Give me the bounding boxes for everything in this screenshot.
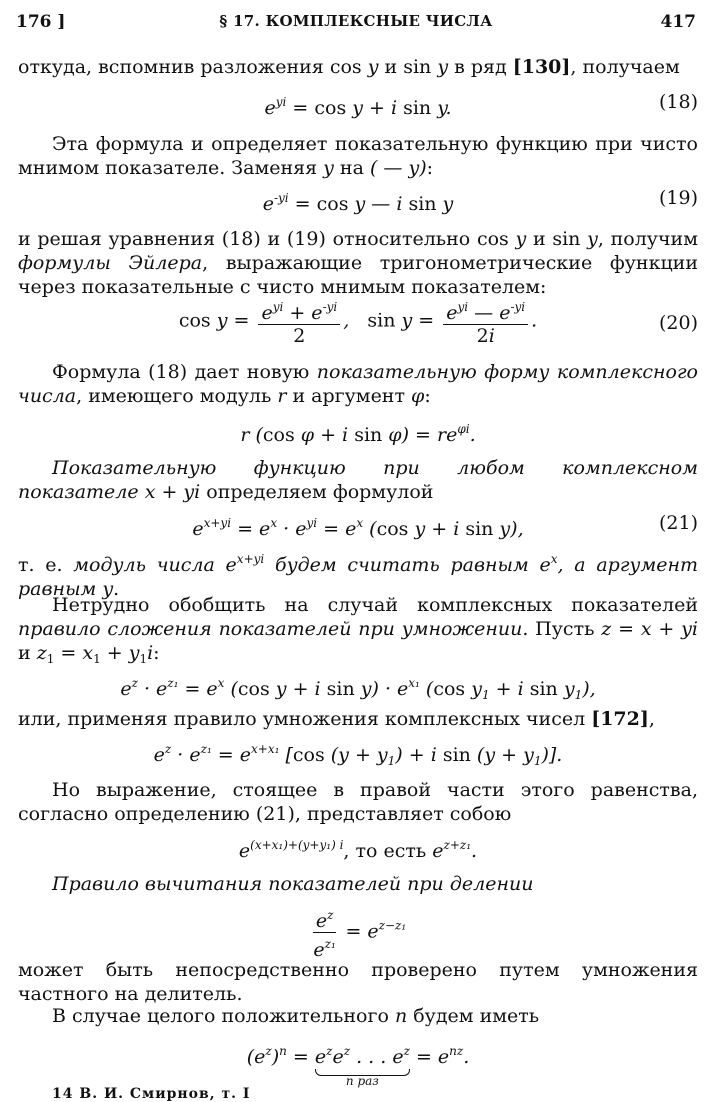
paragraph-5: Показательную функцию при любом комплексном показателе x + yi определяем формулой — [18, 457, 698, 503]
page-footer: 14 В. И. Смирнов, т. I — [52, 1086, 251, 1102]
paragraph-9: Но выражение, стоящее в правой части этого равенства, согласно определению (21), представляет собою — [18, 779, 698, 825]
equation-18: $e^{yi} = \cos y + i$ sin y. (18) — [264, 91, 698, 119]
paragraph-6: т. е. модуль числа $e^{x+yi}$ будем считать равным $e^x$, а аргумент равным y. — [18, 552, 698, 600]
header-page-number: 417 — [660, 12, 696, 32]
paragraph-10: Правило вычитания показателей при делении — [52, 873, 534, 895]
paragraph-11: может быть непосредственно проверено путем умножения частного на делитель. — [18, 959, 698, 1005]
page-header — [16, 12, 696, 38]
equation-21: $e^{x+yi} = e^x \cdot e^{yi} = e^x$ (cos y + i sin y), (21) — [192, 512, 698, 540]
equation-product: $e^z \cdot e^{z_1} = e^x$ (cos y + i $\sin y) \cdot e^{x_1}$ (cos $y_1 + i$ $\sin y_1$), — [120, 676, 596, 702]
header-section-number: 176 ] — [16, 12, 66, 32]
fraction-sin: $\frac{e^{yi} — e^{-yi}}{2i}$ — [443, 296, 528, 347]
equation-division: $\frac{e^z}{e^{z_1}}$ = $e^{z-z_1}$ — [18, 904, 698, 961]
equation-exponential-form: r (cos φ + i $\sin \varphi) = re^{\varphi i}$. — [240, 422, 476, 446]
equation-19: $e^{-yi} = \cos y$ — i sin y (19) — [262, 187, 698, 215]
equation-product-combined: $e^z \cdot e^{z_1} = e^{x+x_1}$ [cos $(y + y_1) + i$ $\sin (y + y_1)$]. — [153, 742, 563, 768]
underbrace: $e^ze^z$ . . . $e^z$ n раз — [315, 1038, 410, 1070]
equation-sum-exponent: $e^{(x+x_1)+(y+y_1) i}$, то есть $e^{z+z_1}$. — [238, 838, 478, 862]
paragraph-1: откуда, вспомнив разложения cos y и sin y в ряд [130], получаем — [18, 56, 680, 78]
equation-number-20: (20) — [658, 312, 698, 334]
equation-number-18: (18) — [658, 91, 698, 113]
fraction-cos: $\frac{e^{yi} + e^{-yi}}{2}$ — [258, 296, 340, 347]
paragraph-7: Нетрудно обобщить на случай комплексных показателей правило сложения показателей при умножении. Пусть z = x + yi и $z_1 = x_1 + y_1i$: — [18, 594, 698, 666]
paragraph-12: В случае целого положительного n будем иметь — [52, 1005, 540, 1027]
equation-number-21: (21) — [658, 512, 698, 534]
paragraph-3: и решая уравнения (18) и (19) относительно cos y и sin y, получим формулы Эйлера, выражающие тригонометрические функции через показательные с чисто мнимым показателем: — [18, 228, 699, 298]
equation-20: cos y = $\frac{e^{yi} + e^{-yi}}{2}$ , sin y = $\frac{e^{yi} — e^{-yi}}{2i}$ . (20) — [18, 296, 698, 347]
underbrace-label: n раз — [345, 1074, 379, 1088]
equation-number-19: (19) — [658, 187, 698, 209]
paragraph-2: Эта формула и определяет показательную функцию при чисто мнимом показателе. Заменяя y на ( — y): — [18, 133, 698, 179]
paragraph-8: или, применяя правило умножения комплексных чисел [172], — [18, 708, 655, 730]
header-section-title: § 17. КОМПЛЕКСНЫЕ ЧИСЛА — [219, 12, 493, 30]
paragraph-4: Формула (18) дает новую показательную форму комплексного числа, имеющего модуль r и аргумент φ: — [18, 361, 698, 407]
equation-power: $(e^z)^n = e^ze^z$ . . . $e^z$ n раз = $e^{nz}$. — [18, 1038, 698, 1070]
